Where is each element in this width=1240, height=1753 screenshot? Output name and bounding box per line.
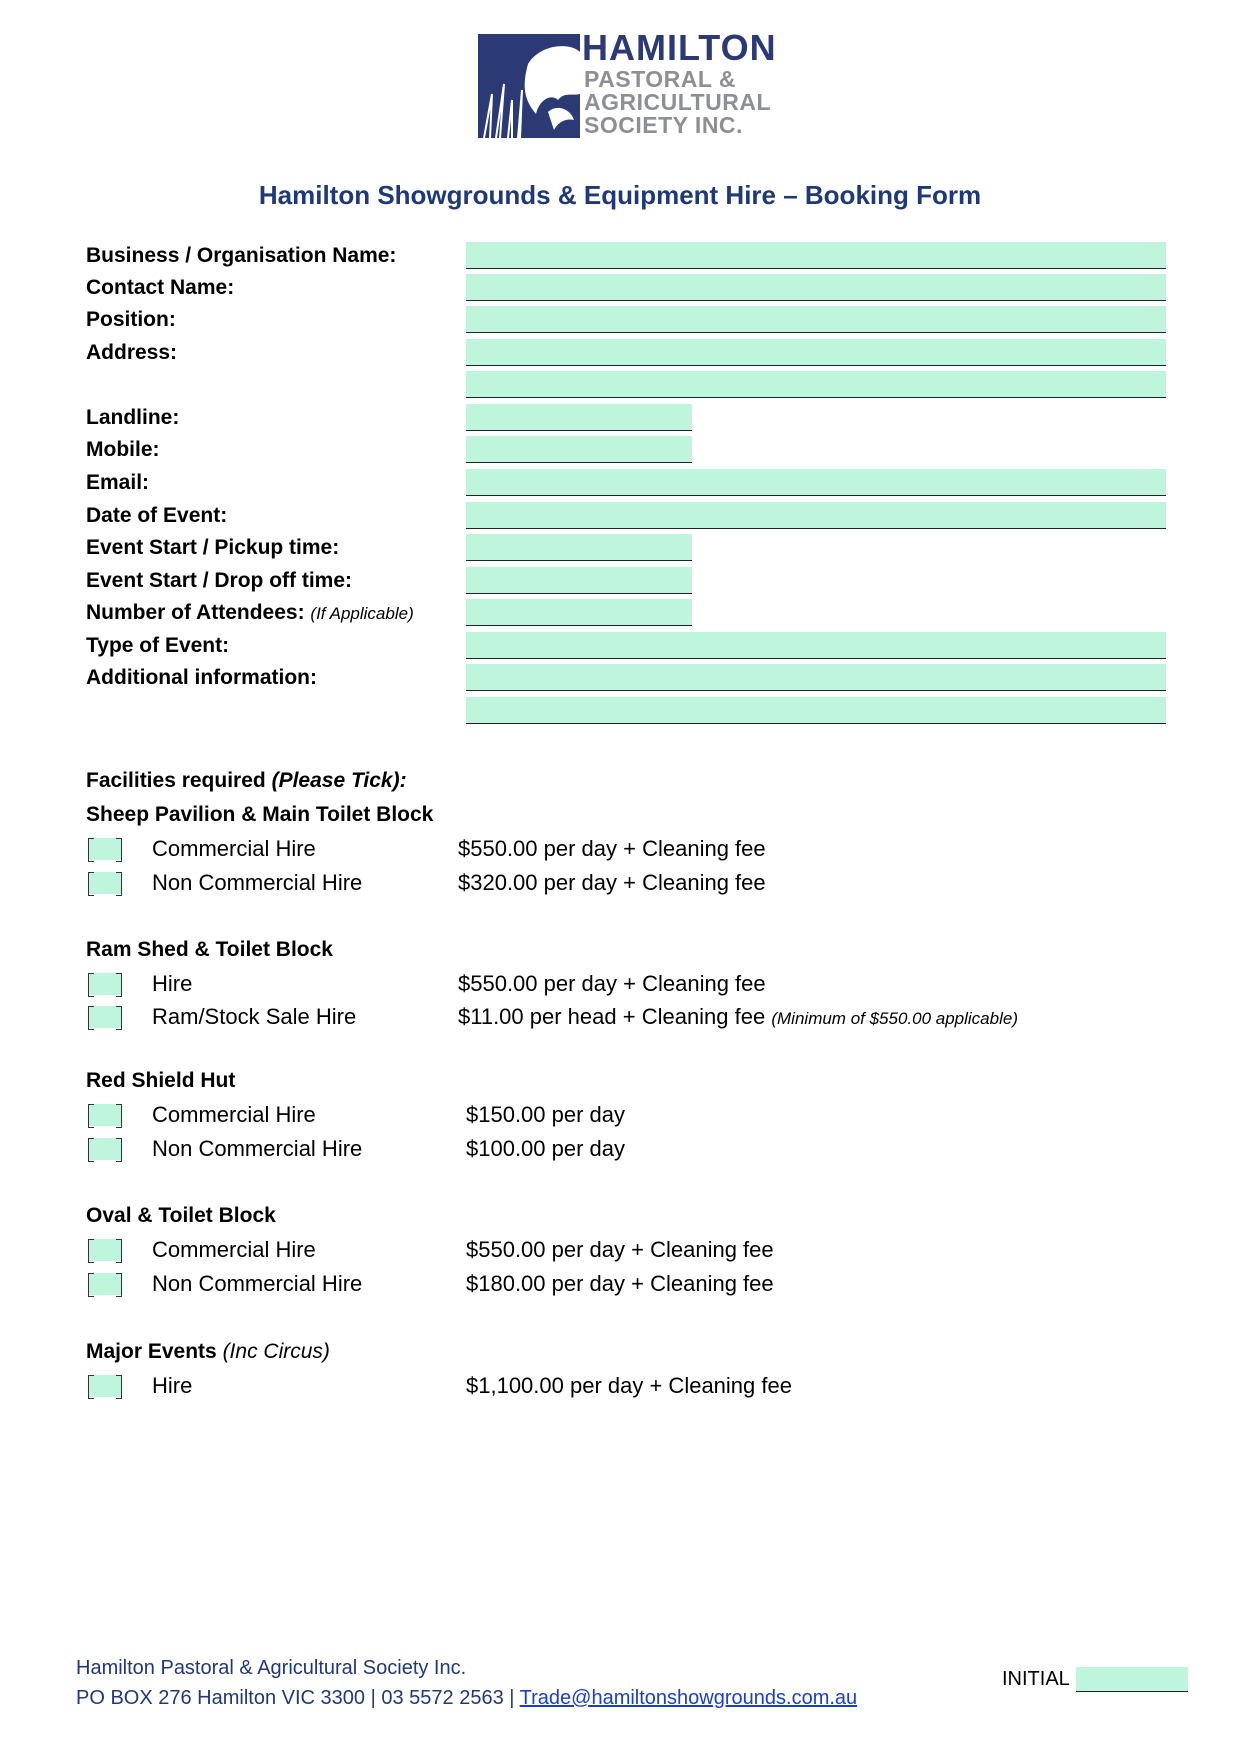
logo-line-2: AGRICULTURAL [584,89,771,115]
checkbox-oval-non-commercial[interactable] [88,1273,122,1295]
initial-label: INITIAL [1002,1668,1070,1690]
event-date-field[interactable] [466,502,1166,529]
option-label: Hire [152,1373,193,1398]
dropoff-label: Event Start / Drop off time: [86,569,353,592]
pickup-time-field[interactable] [466,534,692,561]
checkbox-oval-commercial[interactable] [88,1239,122,1261]
footer-address: PO BOX 276 Hamilton VIC 3300 | 03 5572 2563 | [76,1687,515,1709]
initial-field[interactable] [1076,1667,1188,1692]
option-price [458,1003,1018,1033]
option-price-note: (Minimum of $550.00 applicable) [771,1009,1018,1028]
option-label: Ram/Stock Sale Hire [152,1004,357,1029]
footer-org: Hamilton Pastoral & Agricultural Society Inc. [76,1657,467,1679]
position-label: Position: [86,308,176,331]
option-label: Hire [152,971,193,996]
sheep-grass-logo-icon [478,34,580,138]
major-events-title-note: (Inc Circus) [222,1340,330,1363]
section-title-sheep-pavilion: Sheep Pavilion & Main Toilet Block [86,803,434,826]
option-label: Commercial Hire [152,1102,316,1127]
option-label: Commercial Hire [152,1237,316,1262]
checkbox-red-shield-non-commercial[interactable] [88,1138,122,1160]
attendees-note: (If Applicable) [310,604,414,623]
option-price: $550.00 per day + Cleaning fee [458,836,766,861]
attendees-label [86,599,414,628]
additional-info-label: Additional information: [86,666,317,689]
business-name-field[interactable] [466,242,1166,269]
attendees-label-text: Number of Attendees: [86,601,305,624]
checkbox-sheep-non-commercial[interactable] [88,872,122,894]
checkbox-major-events-hire[interactable] [88,1375,122,1397]
footer-contact [76,1684,857,1712]
address-field-line-1[interactable] [466,339,1166,366]
checkbox-sheep-commercial[interactable] [88,838,122,860]
section-title-red-shield-hut: Red Shield Hut [86,1069,236,1092]
contact-name-field[interactable] [466,274,1166,301]
address-field-line-2[interactable] [466,371,1166,398]
event-type-label: Type of Event: [86,634,230,657]
facilities-heading-text: Facilities required [86,769,266,792]
facilities-heading [86,767,407,795]
attendees-field[interactable] [466,599,692,626]
option-price: $150.00 per day [466,1102,626,1127]
address-label: Address: [86,341,178,364]
option-price-text: $11.00 per head + Cleaning fee [458,1004,766,1029]
contact-label: Contact Name: [86,276,235,299]
business-label: Business / Organisation Name: [86,244,397,267]
checkbox-ram-shed-hire[interactable] [88,973,122,995]
major-events-title-text: Major Events [86,1340,217,1363]
option-label: Non Commercial Hire [152,870,363,895]
footer-email-link[interactable]: Trade@hamiltonshowgrounds.com.au [519,1687,858,1709]
option-price: $180.00 per day + Cleaning fee [466,1271,774,1296]
option-price: $320.00 per day + Cleaning fee [458,870,766,895]
mobile-field[interactable] [466,436,692,463]
logo-line-1: PASTORAL & [584,66,736,92]
mobile-label: Mobile: [86,438,160,461]
dropoff-time-field[interactable] [466,567,692,594]
additional-info-field-line-2[interactable] [466,697,1166,724]
date-label: Date of Event: [86,504,228,527]
pickup-label: Event Start / Pickup time: [86,536,340,559]
landline-label: Landline: [86,406,180,429]
option-price: $550.00 per day + Cleaning fee [458,971,766,996]
section-title-ram-shed: Ram Shed & Toilet Block [86,938,333,961]
section-title-oval: Oval & Toilet Block [86,1204,276,1227]
event-type-field[interactable] [466,632,1166,659]
logo-line-3: SOCIETY INC. [584,112,743,138]
option-price: $100.00 per day [466,1136,626,1161]
option-price: $550.00 per day + Cleaning fee [466,1237,774,1262]
landline-field[interactable] [466,404,692,431]
option-price: $1,100.00 per day + Cleaning fee [466,1373,792,1398]
checkbox-ram-stock-sale[interactable] [88,1006,122,1028]
logo-title: HAMILTON [582,27,777,68]
section-title-major-events [86,1338,330,1366]
checkbox-red-shield-commercial[interactable] [88,1104,122,1126]
option-label: Non Commercial Hire [152,1136,363,1161]
email-field[interactable] [466,469,1166,496]
email-label: Email: [86,471,150,494]
position-field[interactable] [466,306,1166,333]
society-logo [470,0,780,172]
option-label: Commercial Hire [152,836,316,861]
additional-info-field-line-1[interactable] [466,664,1166,691]
form-title: Hamilton Showgrounds & Equipment Hire – Booking Form [258,180,982,210]
option-label: Non Commercial Hire [152,1271,363,1296]
facilities-heading-note: (Please Tick): [271,769,407,792]
